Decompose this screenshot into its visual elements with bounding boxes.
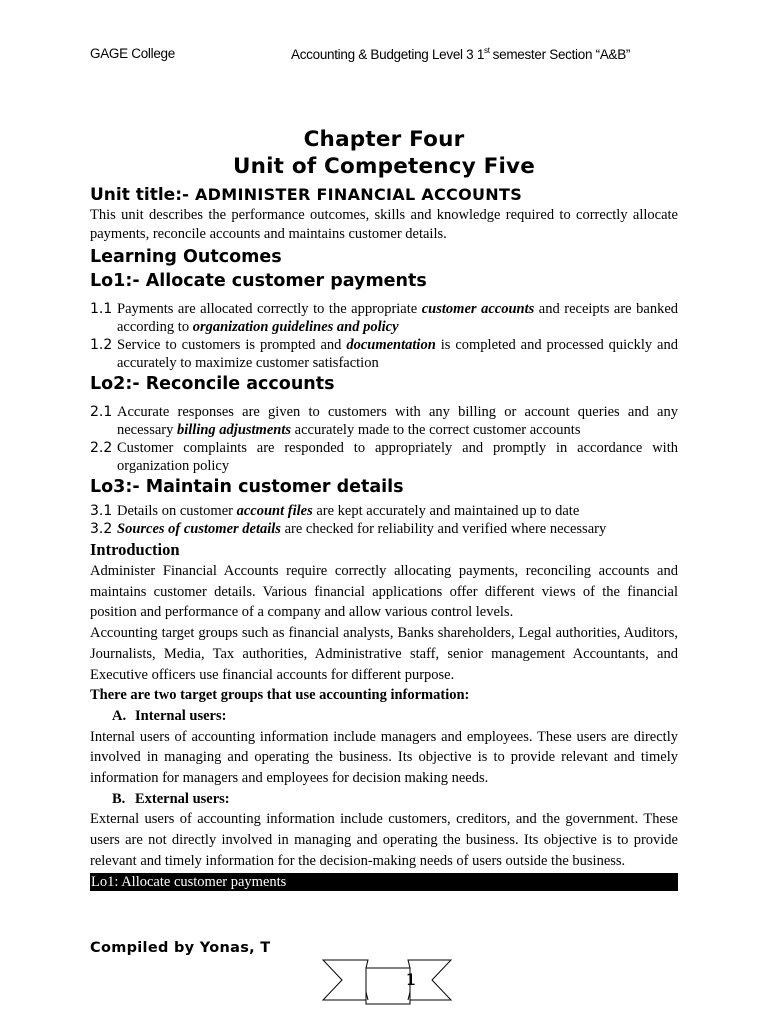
external-users-text: External users of accounting information include customers, creditors, and the government. These users are not directly involved in managing and operating the business. Its objective is to provide relevant and timely information for the decision-making needs of users outside the business. — [90, 811, 678, 869]
introduction-paragraph-2: Accounting target groups such as financial analysts, Banks shareholders, Legal authorities, Auditors, Journalists, Media, Tax authorities, Administrative staff, senior management Accountants, and Executive officers use financial accounts for different purpose. — [90, 625, 678, 683]
lo2-item — [90, 439, 678, 475]
item-text-part: are checked for reliability and verified where necessary — [280, 521, 607, 537]
item-emphasis: Sources of customer details — [117, 521, 281, 537]
item-emphasis: billing adjustments — [176, 422, 292, 438]
item-emphasis: documentation — [346, 337, 436, 353]
compiled-by: Compiled by Yonas, T — [90, 940, 271, 956]
page-number: 1 — [405, 970, 417, 989]
external-users-label: External users: — [135, 790, 230, 807]
item-text-part: Payments are allocated correctly to the appropriate — [117, 301, 422, 317]
lo3-item — [90, 502, 678, 520]
list-letter: A. — [112, 707, 127, 724]
item-number: 3.1 — [90, 503, 113, 519]
item-emphasis: organization guidelines and policy — [192, 319, 399, 335]
highlighted-section-bar: Lo1: Allocate customer payments — [90, 873, 678, 891]
unit-title-name: ADMINISTER FINANCIAL ACCOUNTS — [195, 185, 523, 204]
item-text-part: Service to customers is prompted and — [117, 337, 347, 353]
lo1-item — [90, 300, 678, 336]
header-course-superscript: st — [484, 46, 490, 55]
item-text-part: Accurate responses are given to customers with any billing or account queries and any necessary — [117, 404, 678, 438]
unit-title — [90, 184, 678, 206]
item-number: 3.2 — [90, 521, 113, 537]
item-text-part: is completed and processed quickly and accurately to maximize customer satisfaction — [117, 337, 678, 371]
item-emphasis: account files — [236, 503, 313, 519]
lo2-item — [90, 403, 678, 439]
document-body — [90, 126, 678, 891]
introduction-paragraph-1: Administer Financial Accounts require correctly allocating payments, reconciling accounts and maintains customer details. Various financial applications offer different views of the financial position and performance of a company and allow various control levels. — [90, 563, 678, 621]
item-number: 2.1 — [90, 404, 113, 420]
internal-users-heading — [90, 706, 678, 727]
item-text — [117, 336, 678, 372]
item-emphasis: customer accounts — [421, 301, 535, 317]
item-text-part: Details on customer — [117, 503, 237, 519]
lo1-item — [90, 336, 678, 372]
unit-title-label: Unit title:- — [90, 185, 190, 205]
chapter-title: Chapter Four — [303, 127, 465, 152]
item-text: Customer complaints are responded to appropriately and promptly in accordance with organization policy — [117, 440, 678, 474]
item-text — [117, 520, 678, 538]
item-text-part: accurately made to the correct customer accounts — [291, 422, 581, 438]
lo1-heading: Lo1:- Allocate customer payments — [90, 271, 427, 291]
list-letter: B. — [112, 790, 126, 807]
header-course-section: semester Section “A&B” — [492, 47, 631, 62]
internal-users-label: Internal users: — [135, 707, 227, 724]
item-text — [117, 403, 678, 439]
introduction-heading: Introduction — [90, 540, 180, 559]
header-course — [291, 46, 630, 62]
learning-outcomes-heading: Learning Outcomes — [90, 247, 282, 267]
lo3-item — [90, 520, 678, 538]
item-text-part: are kept accurately and maintained up to date — [312, 503, 580, 519]
item-text — [117, 502, 678, 520]
lo3-heading: Lo3:- Maintain customer details — [90, 477, 404, 497]
header-college: GAGE College — [90, 46, 175, 61]
lo2-heading: Lo2:- Reconcile accounts — [90, 374, 335, 394]
chapter-subtitle: Unit of Competency Five — [232, 154, 536, 179]
external-users-heading — [90, 789, 678, 810]
header-course-text: Accounting & Budgeting Level 3 1 — [291, 47, 485, 62]
item-text — [117, 300, 678, 336]
item-number: 2.2 — [90, 440, 113, 456]
item-number: 1.2 — [90, 337, 113, 353]
item-number: 1.1 — [90, 301, 113, 317]
target-groups-statement: There are two target groups that use accounting information: — [90, 687, 470, 704]
internal-users-text: Internal users of accounting information include managers and employees. These users are directly involved in managing and operating the business. Its objective is to provide relevant and timely information for managers and employees for decision making needs. — [90, 728, 678, 787]
item-text-part: and receipts are banked according to — [117, 301, 679, 335]
page-header — [90, 46, 678, 66]
unit-description: This unit describes the performance outcomes, skills and knowledge required to correctly allocate payments, reconcile accounts and maintains customer details. — [90, 207, 678, 242]
